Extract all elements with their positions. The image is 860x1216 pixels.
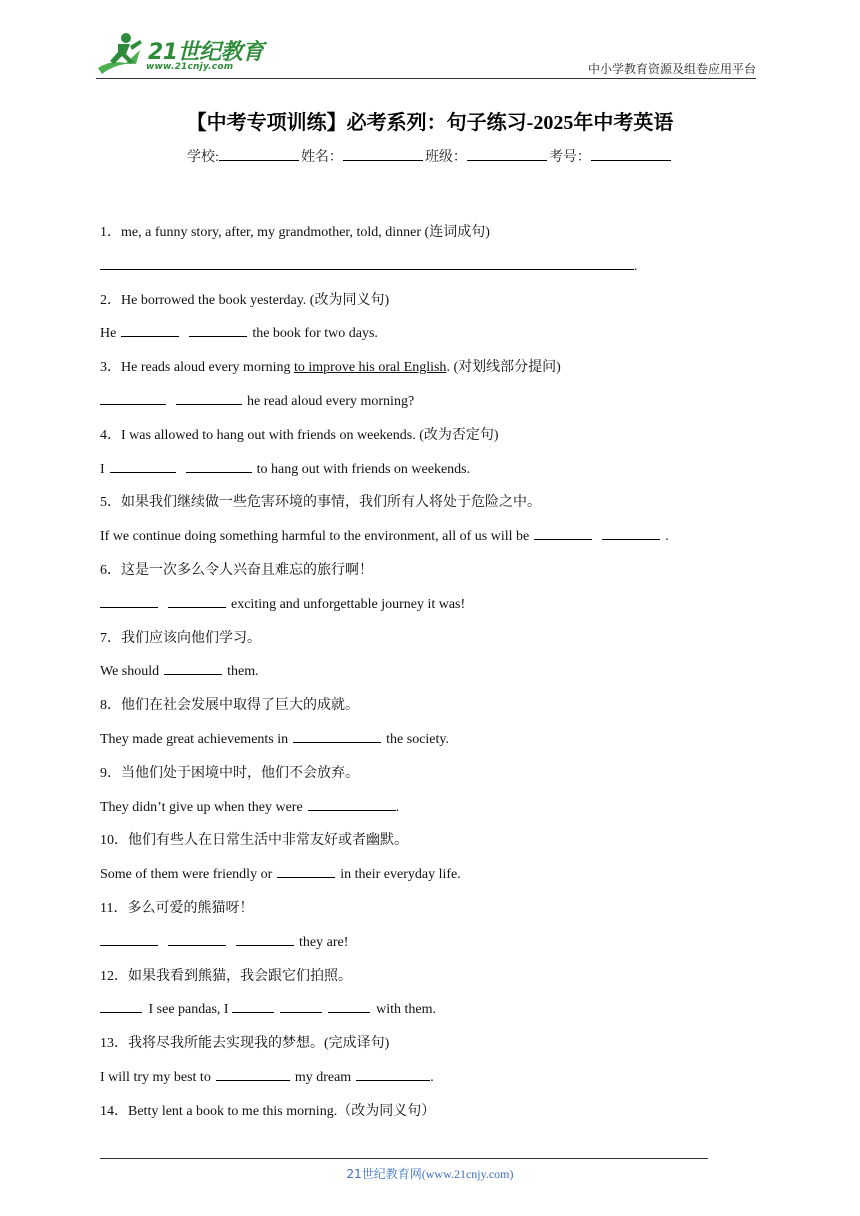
answer-blank[interactable] <box>168 594 226 608</box>
logo-text: 21世纪教育 <box>148 40 264 65</box>
name-blank[interactable] <box>343 146 423 161</box>
school-label: 学校: <box>187 150 219 165</box>
q2-prompt: 2．He borrowed the book yesterday. (改为同义句) <box>100 292 390 308</box>
answer-blank[interactable] <box>100 999 142 1013</box>
q7-answer: We should them. <box>100 655 720 689</box>
footer-divider <box>100 1158 708 1159</box>
page-footer <box>0 1165 860 1182</box>
underlined-part: to improve his oral English <box>294 360 447 376</box>
answer-blank[interactable] <box>168 932 226 946</box>
answer-blank[interactable] <box>164 661 222 675</box>
q3-answer: he read aloud every morning? <box>100 385 720 419</box>
q1-prompt: 1．me, a funny story, after, my grandmother, told, dinner (连词成句) <box>100 225 490 240</box>
q11-prompt: 11．多么可爱的熊猫呀！ <box>100 900 254 916</box>
q5-prompt: 5．如果我们继续做一些危害环境的事情，我们所有人将处于危险之中。 <box>100 495 541 511</box>
q4-prompt: 4．I was allowed to hang out with friends on weekends. (改为否定句) <box>100 427 499 443</box>
q8-answer: They made great achievements in the society. <box>100 723 720 757</box>
q10-prompt: 10．他们有些人在日常生活中非常友好或者幽默。 <box>100 833 408 849</box>
school-blank[interactable] <box>219 146 299 161</box>
logo <box>96 30 296 78</box>
answer-blank[interactable] <box>232 999 274 1013</box>
q11-answer: they are! <box>100 926 720 960</box>
q1-answer: . <box>100 250 720 284</box>
answer-blank[interactable] <box>100 594 158 608</box>
q8-prompt: 8．他们在社会发展中取得了巨大的成就。 <box>100 698 359 714</box>
footer-site-name: 21世纪教育网 <box>346 1167 422 1181</box>
page-title: 【中考专项训练】必考系列：句子练习-2025年中考英语 <box>186 112 674 134</box>
exam-no-label: 考号： <box>548 150 591 165</box>
platform-name: 中小学教育资源及组卷应用平台 <box>587 62 756 76</box>
answer-blank[interactable] <box>602 526 660 540</box>
q14-prompt: 14．Betty lent a book to me this morning.（改为同义句） <box>100 1103 436 1119</box>
q13-prompt: 13．我将尽我所能去实现我的梦想。(完成译句) <box>100 1036 390 1052</box>
q9-answer: They didn’t give up when they were . <box>100 791 720 825</box>
question-list <box>100 216 720 1129</box>
q6-prompt: 6．这是一次多么令人兴奋且难忘的旅行啊！ <box>100 562 373 578</box>
q3-prompt: 3．He reads aloud every morning to improve his oral English. (对划线部分提问) <box>100 360 561 376</box>
answer-blank[interactable] <box>100 932 158 946</box>
answer-blank[interactable] <box>100 391 166 405</box>
answer-blank[interactable] <box>110 459 176 473</box>
answer-blank[interactable] <box>121 323 179 337</box>
q2-answer: He the book for two days. <box>100 317 720 351</box>
q12-prompt: 12．如果我看到熊猫，我会跟它们拍照。 <box>100 968 352 984</box>
q7-prompt: 7．我们应该向他们学习。 <box>100 630 261 646</box>
answer-blank[interactable] <box>328 999 370 1013</box>
answer-blank[interactable] <box>277 864 335 878</box>
q1-blank[interactable] <box>100 256 634 270</box>
q12-answer: I see pandas, I with them. <box>100 993 720 1027</box>
q10-answer: Some of them were friendly or in their everyday life. <box>100 858 720 892</box>
answer-blank[interactable] <box>356 1067 430 1081</box>
q4-answer: I to hang out with friends on weekends. <box>100 453 720 487</box>
student-info <box>0 146 860 166</box>
answer-blank[interactable] <box>293 729 381 743</box>
answer-blank[interactable] <box>236 932 294 946</box>
answer-blank[interactable] <box>308 797 396 811</box>
answer-blank[interactable] <box>216 1067 290 1081</box>
q5-answer: If we continue doing something harmful to the environment, all of us will be . <box>100 520 720 554</box>
q6-answer: exciting and unforgettable journey it was! <box>100 588 720 622</box>
answer-blank[interactable] <box>280 999 322 1013</box>
answer-blank[interactable] <box>189 323 247 337</box>
q13-answer: I will try my best to my dream . <box>100 1061 720 1095</box>
logo-url: www.21cnjy.com <box>146 62 234 72</box>
page-header <box>96 30 756 78</box>
runner-logo-icon <box>96 30 146 78</box>
answer-blank[interactable] <box>534 526 592 540</box>
answer-blank[interactable] <box>176 391 242 405</box>
header-divider <box>96 78 756 79</box>
q9-prompt: 9．当他们处于困境中时，他们不会放弃。 <box>100 765 359 781</box>
class-blank[interactable] <box>467 146 547 161</box>
exam-no-blank[interactable] <box>591 146 671 161</box>
answer-blank[interactable] <box>186 459 252 473</box>
name-label: 姓名： <box>300 150 343 165</box>
class-label: 班级： <box>424 150 467 165</box>
footer-url[interactable]: (www.21cnjy.com) <box>421 1167 514 1181</box>
